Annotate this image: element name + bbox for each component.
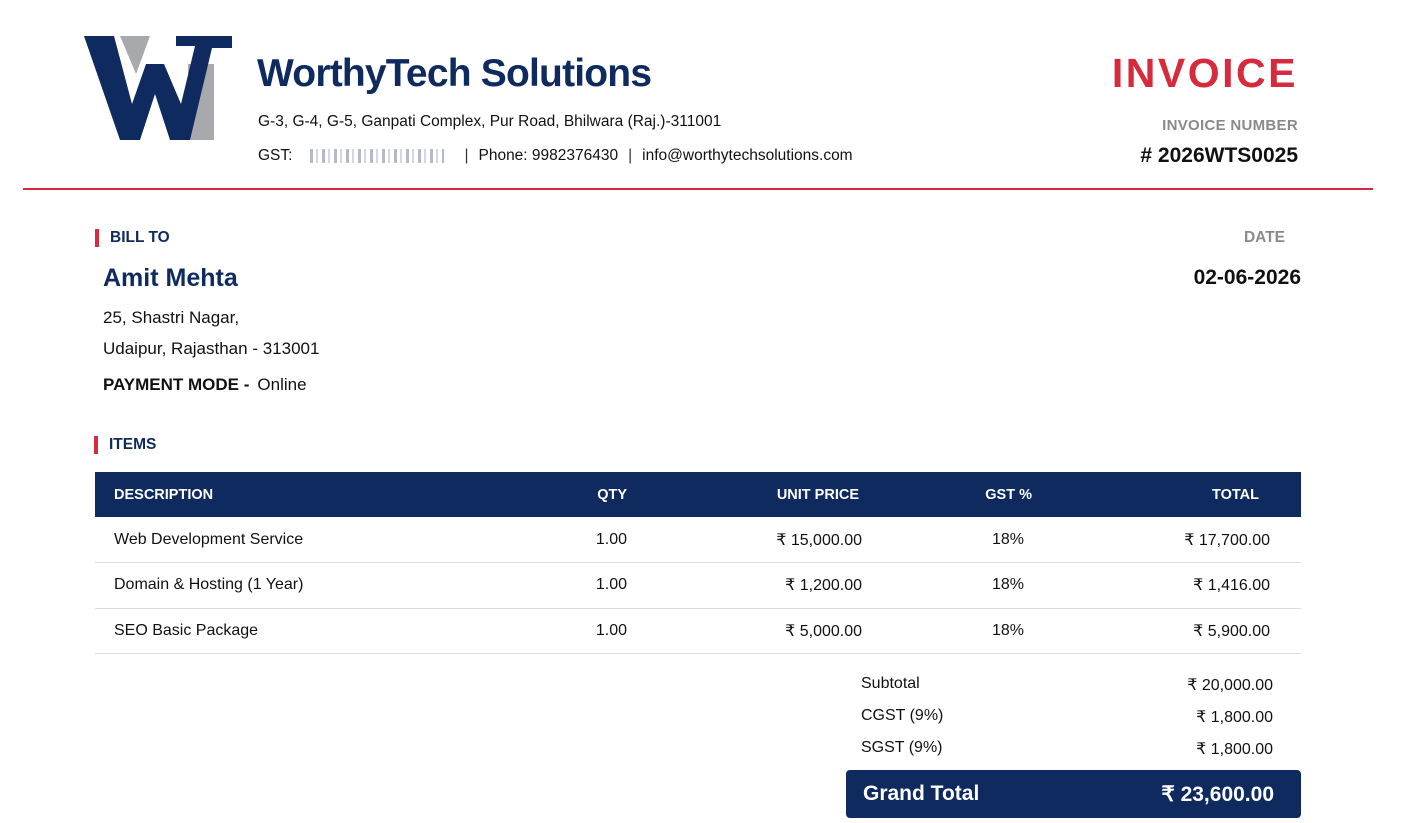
item-qty: 1.00	[546, 608, 656, 654]
column-header-qty: QTY	[546, 472, 656, 517]
payment-mode-value: Online	[257, 375, 307, 394]
separator: |	[628, 147, 633, 164]
grand-total-label: Grand Total	[863, 782, 980, 805]
item-total: ₹ 17,700.00	[1061, 517, 1301, 563]
grand-total-bar	[846, 770, 1301, 818]
separator: |	[464, 147, 469, 164]
company-address: G-3, G-4, G-5, Ganpati Complex, Pur Road, Bhilwara (Raj.)-311001	[258, 113, 722, 130]
bill-to-label: BILL TO	[95, 229, 170, 247]
item-gst: 18%	[898, 517, 1061, 563]
column-header-total: TOTAL	[1061, 472, 1301, 517]
client-name: Amit Mehta	[103, 264, 238, 292]
company-phone: Phone: 9982376430	[478, 147, 619, 164]
invoice-date: 02-06-2026	[1193, 266, 1301, 289]
cgst-value: ₹ 1,800.00	[1196, 709, 1273, 726]
client-address-line2: Udaipur, Rajasthan - 313001	[103, 339, 320, 358]
sgst-value: ₹ 1,800.00	[1196, 741, 1273, 758]
payment-mode-label: PAYMENT MODE -	[103, 375, 250, 394]
table-header-row	[95, 472, 1301, 517]
company-logo	[84, 36, 232, 140]
column-header-description: DESCRIPTION	[95, 472, 546, 517]
invoice-number: # 2026WTS0025	[1140, 144, 1298, 167]
item-description: SEO Basic Package	[95, 608, 546, 654]
gst-label: GST:	[258, 147, 293, 164]
item-total: ₹ 5,900.00	[1061, 608, 1301, 654]
item-qty: 1.00	[546, 563, 656, 609]
item-description: Domain & Hosting (1 Year)	[95, 563, 546, 609]
item-unit-price: ₹ 1,200.00	[656, 563, 898, 609]
item-unit-price: ₹ 15,000.00	[656, 517, 898, 563]
date-label: DATE	[1243, 229, 1285, 246]
item-gst: 18%	[898, 563, 1061, 609]
cgst-row	[861, 707, 1273, 727]
table-row	[95, 563, 1301, 609]
item-gst: 18%	[898, 608, 1061, 654]
sgst-label: SGST (9%)	[861, 739, 943, 756]
subtotal-label: Subtotal	[861, 675, 920, 692]
items-label: ITEMS	[94, 436, 156, 454]
item-unit-price: ₹ 5,000.00	[656, 608, 898, 654]
grand-total-value: ₹ 23,600.00	[1161, 782, 1274, 806]
company-name: WorthyTech Solutions	[257, 52, 652, 95]
header-divider	[23, 188, 1373, 190]
item-total: ₹ 1,416.00	[1061, 563, 1301, 609]
payment-mode	[103, 375, 307, 395]
gst-number-redacted	[310, 149, 444, 163]
cgst-label: CGST (9%)	[861, 707, 944, 724]
invoice-number-label: INVOICE NUMBER	[1162, 117, 1298, 134]
subtotal-row	[861, 675, 1273, 695]
table-row	[95, 608, 1301, 654]
items-table	[95, 472, 1301, 654]
subtotal-value: ₹ 20,000.00	[1187, 677, 1273, 694]
invoice-heading: INVOICE	[1111, 50, 1298, 96]
sgst-row	[861, 739, 1273, 759]
item-description: Web Development Service	[95, 517, 546, 563]
company-contacts	[258, 147, 853, 165]
column-header-unit-price: UNIT PRICE	[656, 472, 898, 517]
column-header-gst: GST %	[898, 472, 1061, 517]
client-address-line1: 25, Shastri Nagar,	[103, 308, 240, 327]
table-row	[95, 517, 1301, 563]
item-qty: 1.00	[546, 517, 656, 563]
company-email[interactable]: info@worthytechsolutions.com	[642, 147, 853, 164]
